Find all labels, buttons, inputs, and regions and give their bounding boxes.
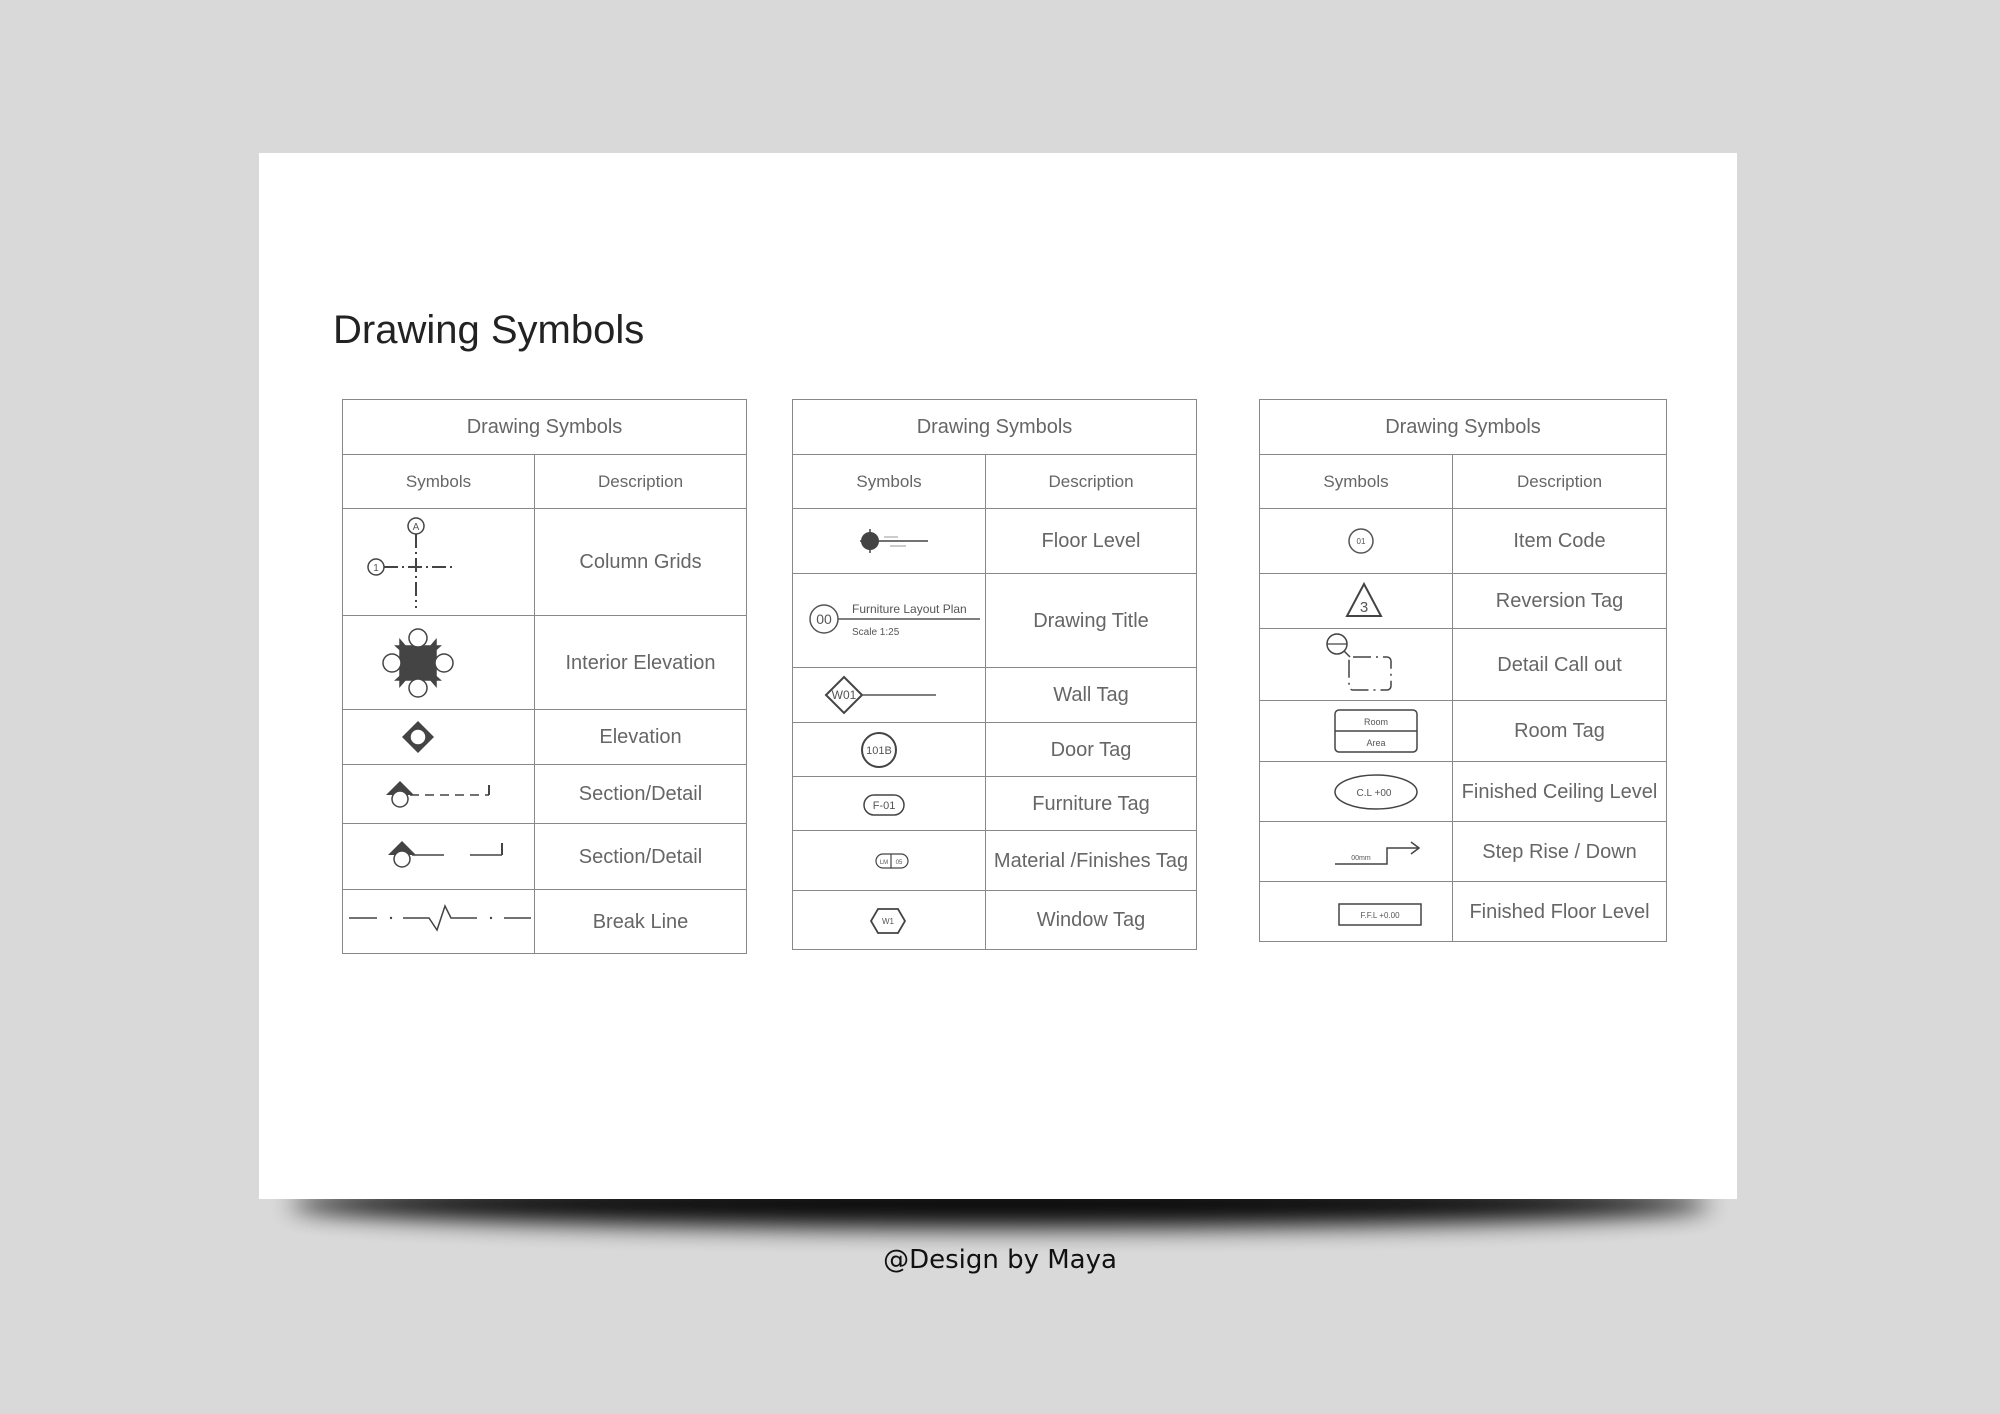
item-code-icon bbox=[1261, 511, 1451, 571]
detail-callout-icon bbox=[1261, 630, 1451, 700]
footer-credit: @Design by Maya bbox=[883, 1245, 1117, 1275]
table-row bbox=[793, 509, 1197, 574]
table-header: Drawing Symbols bbox=[343, 400, 747, 455]
svg-text:01: 01 bbox=[1356, 537, 1366, 546]
table-row bbox=[793, 723, 1197, 777]
column-header-description: Description bbox=[986, 455, 1197, 509]
description: Wall Tag bbox=[986, 668, 1197, 723]
svg-text:Furniture Layout Plan: Furniture Layout Plan bbox=[852, 601, 967, 616]
table-row bbox=[343, 824, 747, 890]
description: Window Tag bbox=[986, 891, 1197, 950]
table-header: Drawing Symbols bbox=[793, 400, 1197, 455]
table-row bbox=[343, 890, 747, 954]
column-header-description: Description bbox=[535, 455, 747, 509]
description: Section/Detail bbox=[535, 824, 747, 890]
svg-text:00mm: 00mm bbox=[1351, 854, 1371, 862]
table-row bbox=[1260, 762, 1667, 822]
column-header-symbols: Symbols bbox=[793, 455, 986, 509]
description: Finished Ceiling Level bbox=[1453, 762, 1667, 822]
table-row bbox=[343, 765, 747, 824]
table-row bbox=[1260, 701, 1667, 762]
description: Reversion Tag bbox=[1453, 574, 1667, 629]
table-header: Drawing Symbols bbox=[1260, 400, 1667, 455]
svg-text:Room: Room bbox=[1363, 717, 1389, 727]
table-row bbox=[343, 616, 747, 710]
interior-elevation-icon bbox=[344, 618, 534, 708]
room-tag-icon bbox=[1261, 702, 1451, 760]
svg-text:A: A bbox=[412, 522, 419, 533]
table-row bbox=[793, 574, 1197, 668]
svg-text:05: 05 bbox=[895, 859, 903, 866]
door-tag-icon bbox=[794, 725, 984, 775]
description: Door Tag bbox=[986, 723, 1197, 777]
symbols-table-2 bbox=[792, 399, 1197, 950]
table-row bbox=[1260, 822, 1667, 882]
column-grid-icon bbox=[344, 510, 534, 614]
table-row bbox=[793, 891, 1197, 950]
description: Detail Call out bbox=[1453, 629, 1667, 701]
table-row bbox=[1260, 574, 1667, 629]
elevation-icon bbox=[344, 712, 534, 762]
description: Elevation bbox=[535, 710, 747, 765]
column-header-symbols: Symbols bbox=[343, 455, 535, 509]
svg-text:3: 3 bbox=[1359, 599, 1369, 616]
drawing-title-icon bbox=[794, 576, 984, 666]
ceiling-level-icon bbox=[1261, 764, 1451, 820]
furniture-tag-icon bbox=[794, 779, 984, 829]
table-row bbox=[343, 710, 747, 765]
description: Floor Level bbox=[986, 509, 1197, 574]
table-row bbox=[793, 777, 1197, 831]
table-row bbox=[1260, 509, 1667, 574]
svg-text:101B: 101B bbox=[866, 744, 892, 757]
section-detail-icon bbox=[344, 827, 534, 887]
wall-tag-icon bbox=[794, 669, 984, 721]
description: Material /Finishes Tag bbox=[986, 831, 1197, 891]
svg-text:F-01: F-01 bbox=[872, 799, 896, 812]
break-line-icon bbox=[344, 892, 534, 952]
table-row bbox=[793, 831, 1197, 891]
svg-text:LM: LM bbox=[879, 859, 889, 866]
description: Break Line bbox=[535, 890, 747, 954]
svg-text:1: 1 bbox=[372, 563, 379, 574]
section-detail-dashed-icon bbox=[344, 767, 534, 822]
description: Furniture Tag bbox=[986, 777, 1197, 831]
svg-text:Area: Area bbox=[1366, 738, 1386, 748]
description: Room Tag bbox=[1453, 701, 1667, 762]
description: Step Rise / Down bbox=[1453, 822, 1667, 882]
material-tag-icon bbox=[794, 833, 984, 889]
step-rise-icon bbox=[1261, 824, 1451, 880]
description: Finished Floor Level bbox=[1453, 882, 1667, 942]
svg-text:W01: W01 bbox=[831, 688, 857, 702]
reversion-tag-icon bbox=[1261, 575, 1451, 627]
column-header-symbols: Symbols bbox=[1260, 455, 1453, 509]
svg-text:Scale 1:25: Scale 1:25 bbox=[852, 626, 900, 638]
description: Interior Elevation bbox=[535, 616, 747, 710]
svg-text:F.F.L +0.00: F.F.L +0.00 bbox=[1360, 910, 1400, 920]
symbols-table-1 bbox=[342, 399, 747, 954]
description: Drawing Title bbox=[986, 574, 1197, 668]
table-row bbox=[1260, 882, 1667, 942]
description: Column Grids bbox=[535, 509, 747, 616]
column-header-description: Description bbox=[1453, 455, 1667, 509]
svg-text:00: 00 bbox=[816, 610, 832, 627]
symbols-table-3 bbox=[1259, 399, 1667, 942]
floor-level-box-icon bbox=[1261, 884, 1451, 940]
svg-text:W1: W1 bbox=[882, 916, 894, 926]
page-title: Drawing Symbols bbox=[333, 308, 645, 352]
description: Section/Detail bbox=[535, 765, 747, 824]
table-row bbox=[1260, 629, 1667, 701]
table-row bbox=[793, 668, 1197, 723]
window-tag-icon bbox=[794, 893, 984, 948]
floor-level-icon bbox=[794, 511, 984, 571]
svg-text:C.L +00: C.L +00 bbox=[1356, 787, 1392, 799]
table-row bbox=[343, 509, 747, 616]
description: Item Code bbox=[1453, 509, 1667, 574]
